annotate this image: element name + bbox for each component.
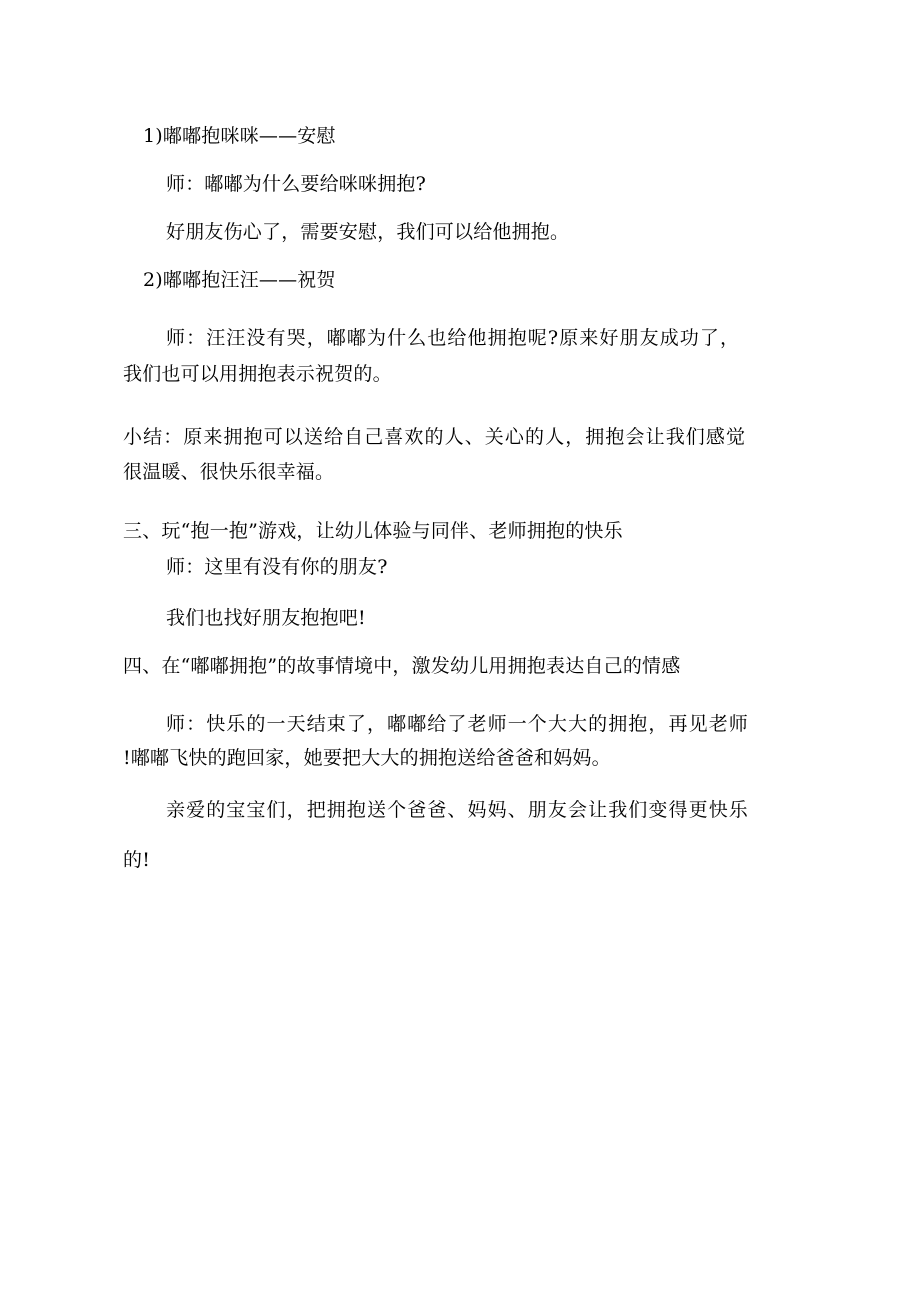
closing-line-1: 亲爱的宝宝们，把拥抱送个爸爸、妈妈、朋友会让我们变得更快乐 bbox=[166, 799, 749, 821]
teacher-paragraph-2-line-1: 师：汪汪没有哭，嘟嘟为什么也给他拥抱呢?原来好朋友成功了， bbox=[166, 327, 741, 349]
section-4-heading: 四、在“嘟嘟拥抱”的故事情境中，激发幼儿用拥抱表达自己的情感 bbox=[123, 655, 681, 677]
summary-line-1: 小结：原来拥抱可以送给自己喜欢的人、关心的人，拥抱会让我们感觉 bbox=[123, 426, 747, 448]
summary-line-2: 很温暖、很快乐很幸福。 bbox=[123, 461, 335, 483]
answer-line-1: 好朋友伤心了，需要安慰，我们可以给他拥抱。 bbox=[166, 221, 570, 243]
subsection-1-heading: 1)嘟嘟抱咪咪——安慰 bbox=[143, 125, 336, 147]
closing-line-2: 的! bbox=[123, 849, 151, 871]
teacher-question-3: 师：这里有没有你的朋友? bbox=[166, 556, 388, 578]
teacher-paragraph-4-line-2: !嘟嘟飞快的跑回家，她要把大大的拥抱送给爸爸和妈妈。 bbox=[123, 747, 611, 769]
section-3-heading: 三、玩“抱一抱”游戏，让幼儿体验与同伴、老师拥抱的快乐 bbox=[123, 520, 623, 542]
teacher-paragraph-2-line-2: 我们也可以用拥抱表示祝贺的。 bbox=[123, 363, 392, 385]
teacher-question-1: 师：嘟嘟为什么要给咪咪拥抱? bbox=[166, 173, 426, 195]
teacher-paragraph-4-line-1: 师：快乐的一天结束了，嘟嘟给了老师一个大大的拥抱，再见老师 bbox=[166, 713, 749, 735]
activity-line-3: 我们也找好朋友抱抱吧! bbox=[166, 607, 366, 629]
subsection-2-heading: 2)嘟嘟抱汪汪——祝贺 bbox=[143, 269, 336, 291]
